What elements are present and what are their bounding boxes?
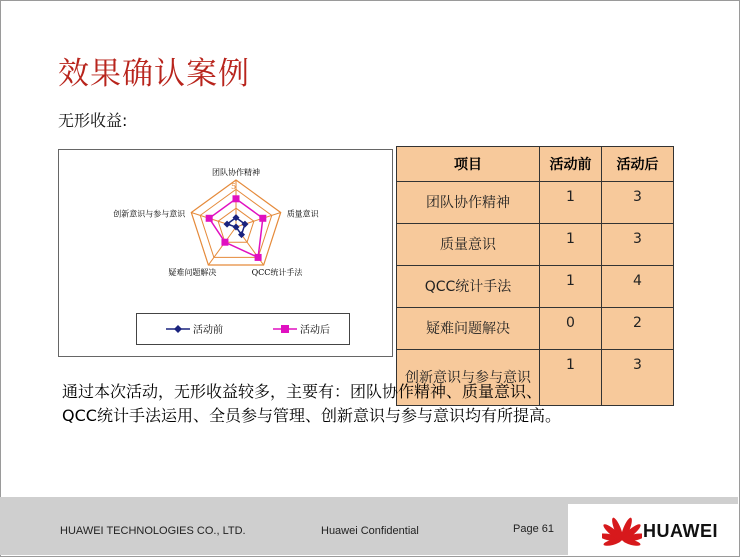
summary-text bbox=[62, 380, 702, 428]
legend-label-before: 活动前 bbox=[193, 325, 223, 336]
radar-point-after bbox=[255, 254, 262, 261]
comparison-table bbox=[396, 146, 674, 406]
huawei-logo-icon bbox=[602, 510, 642, 546]
legend-marker-after bbox=[281, 325, 289, 333]
row-after: 3 bbox=[602, 350, 674, 406]
table-row bbox=[397, 266, 674, 308]
row-after: 3 bbox=[602, 182, 674, 224]
footer-company: HUAWEI TECHNOLOGIES CO., LTD. bbox=[60, 525, 246, 537]
row-item: 创新意识与参与意识 bbox=[397, 350, 540, 406]
radar-axis-label: QCC统计手法 bbox=[251, 268, 303, 278]
legend-label-after: 活动后 bbox=[300, 325, 330, 336]
radar-tick-label: 5 bbox=[231, 182, 237, 191]
radar-point-after bbox=[206, 215, 213, 222]
row-before: 1 bbox=[540, 266, 602, 308]
row-item: 质量意识 bbox=[397, 224, 540, 266]
footer-confidential: Huawei Confidential bbox=[321, 525, 419, 537]
row-item: 疑难问题解决 bbox=[397, 308, 540, 350]
table-row bbox=[397, 182, 674, 224]
header-after: 活动后 bbox=[602, 147, 674, 182]
row-after: 3 bbox=[602, 224, 674, 266]
row-before: 1 bbox=[540, 350, 602, 406]
row-before: 0 bbox=[540, 308, 602, 350]
header-item: 项目 bbox=[397, 147, 540, 182]
table-header-row bbox=[397, 147, 674, 182]
slide-subtitle: 无形收益: bbox=[58, 111, 128, 130]
row-item: QCC统计手法 bbox=[397, 266, 540, 308]
row-after: 4 bbox=[602, 266, 674, 308]
legend-marker-before bbox=[174, 325, 182, 333]
summary-line-1: 通过本次活动，无形收益较多，主要有：团队协作精神、质量意识、 bbox=[62, 382, 543, 401]
radar-point-after bbox=[259, 215, 266, 222]
summary-line-2: QCC统计手法运用、全员参与管理、创新意识与参与意识均有所提高。 bbox=[62, 406, 561, 425]
row-before: 1 bbox=[540, 182, 602, 224]
row-before: 1 bbox=[540, 224, 602, 266]
radar-axis-label: 团队协作精神 bbox=[212, 168, 260, 177]
header-before: 活动前 bbox=[540, 147, 602, 182]
row-item: 团队协作精神 bbox=[397, 182, 540, 224]
footer-page-number: Page 61 bbox=[513, 523, 554, 535]
row-after: 2 bbox=[602, 308, 674, 350]
footer-brand: HUAWEI bbox=[643, 521, 718, 541]
radar-axis-label: 创新意识与参与意识 bbox=[113, 209, 186, 219]
chart-legend bbox=[136, 313, 350, 345]
table-row bbox=[397, 224, 674, 266]
radar-axis-label: 质量意识 bbox=[286, 209, 319, 219]
radar-chart bbox=[58, 149, 393, 357]
slide-title: 效果确认案例 bbox=[58, 56, 250, 92]
table-row bbox=[397, 308, 674, 350]
radar-point-after bbox=[233, 195, 240, 202]
radar-point-after bbox=[221, 239, 228, 246]
footer-bar bbox=[0, 497, 738, 555]
radar-axis-label: 疑难问题解决 bbox=[168, 268, 217, 278]
